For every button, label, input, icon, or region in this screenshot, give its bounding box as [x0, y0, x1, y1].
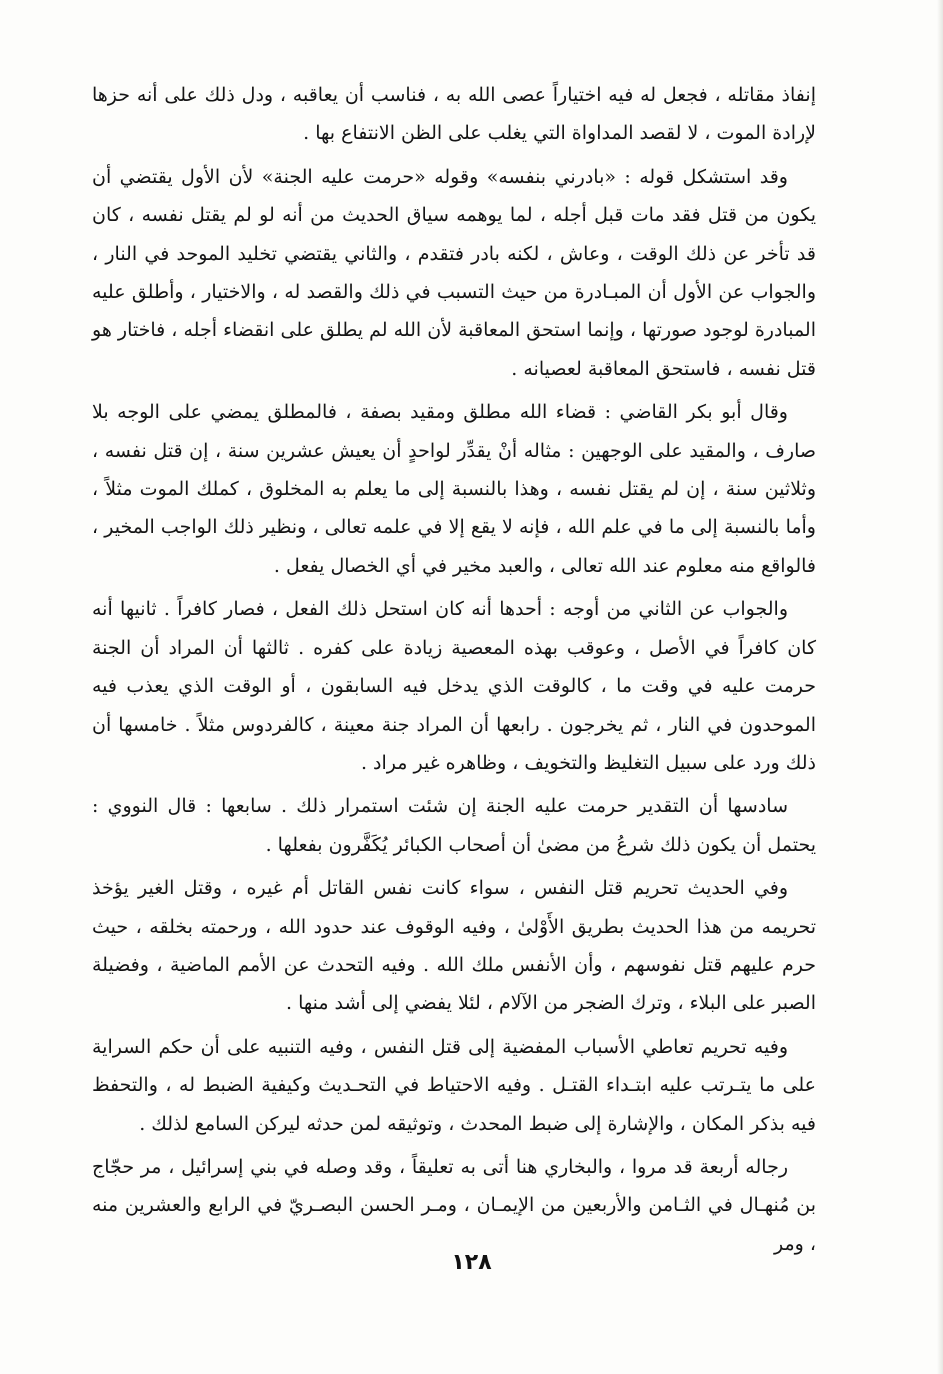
paragraph-3: وقال أبو بكر القاضي : قضاء الله مطلق ومقيد بصفة ، فالمطلق يمضي على الوجه بلا صارف ، والمقيد على الوجهين : مثاله أنْ يقدِّر لواحدٍ أن يعيش عشرين سنة ، إن قتل نفسه ، وثلاثين سنة ، إن لم يقتل نفسه ، وهذا بالنسبة إلى ما يعلم به المخلوق ، كملك الموت مثلاً ، وأما بالنسبة إلى ما في علم الله ، فإنه لا يقع إلا في علمه تعالى ، ونظير ذلك الواجب المخير ، فالواقع منه معلوم عند الله تعالى ، والعبد مخير في أي الخصال يفعل .: [92, 401, 816, 577]
paragraph-5: سادسها أن التقدير حرمت عليه الجنة إن شئت استمرار ذلك . سابعها : قال النووي : يحتمل أن يكون ذلك شرعُ من مضىٰ أن أصحاب الكبائر يُكَفَّرون بفعلها .: [92, 795, 816, 856]
page-edge-shadow: [937, 0, 943, 1374]
paragraph-1: إنفاذ مقاتله ، فجعل له فيه اختياراً عصى الله به ، فناسب أن يعاقبه ، ودل ذلك على أنه حزها لإرادة الموت ، لا لقصد المداواة التي يغلب على الظن الانتفاع بها .: [92, 84, 816, 145]
paragraph-4: والجواب عن الثاني من أوجه : أحدها أنه كان استحل ذلك الفعل ، فصار كافراً . ثانيها أنه كان كافراً في الأصل ، وعوقب بهذه المعصية زيادة على كفره . ثالثها أن المراد أن الجنة حرمت عليه في وقت ما ، كالوقت الذي يدخل فيه السابقون ، أو الوقت الذي يعذب فيه الموحدون في النار ، ثم يخرجون . رابعها أن المراد جنة معينة ، كالفردوس مثلاً . خامسها أن ذلك ورد على سبيل التغليظ والتخويف ، وظاهره غير مراد .: [92, 598, 816, 774]
page-number: ١٢٨: [451, 1250, 492, 1275]
page-body-text: [92, 76, 816, 1263]
paragraph-2: وقد استشكل قوله : «بادرني بنفسه» وقوله «حرمت عليه الجنة» لأن الأول يقتضي أن يكون من قتل فقد مات قبل أجله ، لما يوهمه سياق الحديث من أنه لو لم يقتل نفسه ، كان قد تأخر عن ذلك الوقت ، وعاش ، لكنه بادر فتقدم ، والثاني يقتضي تخليد الموحد في النار ، والجواب عن الأول أن المبـادرة من حيث التسبب في ذلك والقصد له ، والاختيار ، وأطلق عليه المبادرة لوجود صورتها ، وإنما استحق المعاقبة لأن الله لم يطلق على انقضاء أجله ، فاختار هو قتل نفسه ، فاستحق المعاقبة لعصيانه .: [92, 165, 816, 380]
paragraph-7: وفيه تحريم تعاطي الأسباب المفضية إلى قتل النفس ، وفيه التنبيه على أن حكم السراية على ما يتـرتب عليه ابتـداء القتـل . وفيه الاحتياط في التحـديث وكيفية الضبط له ، والتحفظ فيه بذكر المكان ، والإشارة إلى ضبط المحدث ، وتوثيقه لمن حدثه ليركن السامع لذلك .: [92, 1035, 816, 1135]
paragraph-6: وفي الحديث تحريم قتل النفس ، سواء كانت نفس القاتل أم غيره ، وقتل الغير يؤخذ تحريمه من هذا الحديث بطريق الأَوْلىٰ ، وفيه الوقوف عند حدود الله ، ورحمته بخلقه ، حيث حرم عليهم قتل نفوسهم ، وأن الأنفس ملك الله . وفيه التحدث عن الأمم الماضية ، وفضيلة الصبر على البلاء ، وترك الضجر من الآلام ، لئلا يفضي إلى أشد منها .: [92, 877, 816, 1015]
paragraph-8: رجاله أربعة قد مروا ، والبخاري هنا أتى به تعليقاً ، وقد وصله في بني إسرائيل ، مر حجّاج بن مُنهـال في الثـامن والأربعين من الإيمـان ، ومـر الحسن البصـريّ في الرابع والعشرين منه ، ومر: [92, 1155, 816, 1255]
